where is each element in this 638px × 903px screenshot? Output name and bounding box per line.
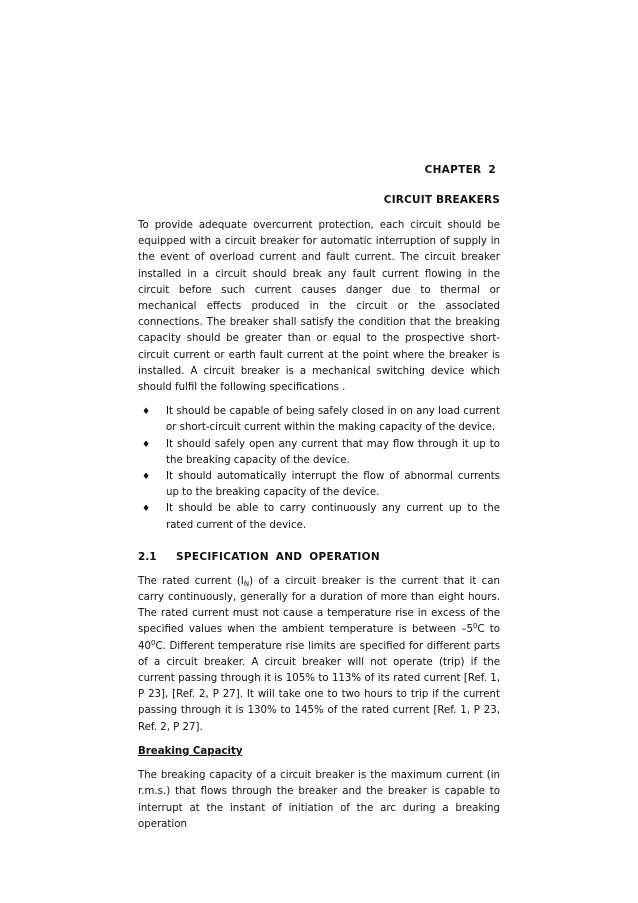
breaking-capacity-heading: Breaking Capacity (138, 745, 243, 757)
breaking-capacity-paragraph: The breaking capacity of a circuit breaker is the maximum current (in r.m.s.) that flows through the breaker and the breaker is capable to interrupt at the instant of initiation of the arc during a breaking operation (138, 770, 500, 830)
list-item-text: It should automatically interrupt the flow of abnormal currents up to the breaking capacity of the device. (166, 471, 500, 499)
chapter-title: CIRCUIT BREAKERS (383, 194, 500, 206)
specification-list (138, 404, 500, 534)
diamond-bullet-icon: ♦ (142, 407, 151, 418)
diamond-bullet-icon: ♦ (142, 439, 151, 450)
section-title: SPECIFICATION AND OPERATION (176, 550, 380, 563)
list-item-text: It should be capable of being safely closed in on any load current or short-circuit current within the making capacity of the device. (166, 406, 500, 434)
rated-current-text-4: C. Different temperature rise limits are specified for different parts of a circuit breaker. A circuit breaker will not operate (trip) if the current passing through it is 105% to 113% of its rated current [Ref. 1, P 23], [Ref. 2, P 27]. It will take one to two hours to trip if the current passing through it is 130% to 145% of the rated current [Ref. 1, P 23, Ref. 2, P 27]. (138, 640, 500, 733)
rated-current-subscript: N (243, 579, 250, 588)
list-item (138, 437, 500, 469)
section-heading (138, 548, 500, 566)
intro-paragraph: To provide adequate overcurrent protection, each circuit should be equipped with a circuit breaker for automatic interruption of supply in the event of overload current and fault current. The circuit breaker installed in a circuit should break any fault current flowing in the circuit before such current causes danger due to thermal or mechanical effects produced in the circuit or the associated connections. The breaker shall satisfy the condition that the breaking capacity should be greater than or equal to the prospective short-circuit current or earth fault current at the point where the breaker is installed. A circuit breaker is a mechanical switching device which should fulfil the following specifications . (138, 220, 500, 394)
rated-current-text-2: ) of a circuit breaker is the current that it can carry continuously, generally for a duration of more than eight hours. The rated current must not cause a temperature rise in excess of the specified values when the ambient temperature is between –5 (138, 575, 500, 636)
section-number: 2.1 (138, 550, 157, 563)
diamond-bullet-icon: ♦ (142, 472, 151, 483)
list-item (138, 404, 500, 436)
rated-current-text-1: The rated current (I (138, 575, 244, 587)
rated-current-text-3: C to 40 (138, 624, 500, 652)
list-item-text: It should safely open any current that may flow through it up to the breaking capacity of the device. (166, 438, 500, 466)
list-item (138, 469, 500, 501)
list-item (138, 501, 500, 533)
page-content (138, 160, 500, 833)
rated-current-paragraph (138, 574, 500, 736)
chapter-label: CHAPTER 2 (424, 164, 496, 176)
diamond-bullet-icon: ♦ (142, 504, 151, 515)
degree-superscript: 0 (150, 638, 156, 647)
degree-superscript: 0 (472, 622, 478, 631)
list-item-text: It should be able to carry continuously any current up to the rated current of the device. (166, 503, 500, 531)
